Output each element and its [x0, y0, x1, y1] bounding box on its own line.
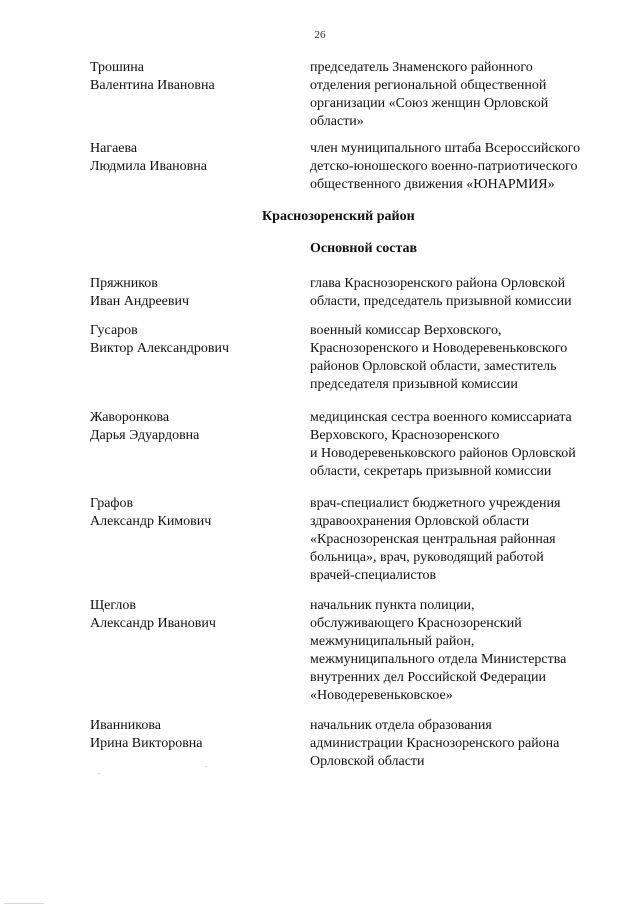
member-role	[310, 275, 610, 311]
member-role	[310, 409, 610, 481]
role-line: районов Орловской области, заместитель	[310, 359, 557, 374]
role-line: и Новодеревеньковского районов Орловской	[310, 446, 576, 461]
member-given-names: Виктор Александрович	[90, 341, 230, 356]
role-line: детско-юношеского военно-патриотического	[310, 159, 578, 174]
section-heading: Основной состав	[310, 241, 418, 256]
member-role	[310, 59, 610, 131]
member-given-names: Валентина Ивановна	[90, 78, 215, 93]
role-line: межмуниципального отдела Министерства	[310, 652, 567, 667]
role-line: внутренних дел Российской Федерации	[310, 670, 547, 685]
member-surname: Жаворонкова	[90, 410, 170, 425]
role-line: Верховского, Краснозоренского	[310, 428, 500, 443]
role-line: медицинская сестра военного комиссариата	[310, 410, 572, 425]
member-surname: Графов	[90, 496, 134, 511]
member-given-names: Александр Кимович	[90, 514, 212, 529]
member-given-names: Ирина Викторовна	[90, 736, 203, 751]
role-line: глава Краснозоренского района Орловской	[310, 276, 566, 291]
scan-edge-mark	[4, 903, 44, 904]
role-line: военный комиссар Верховского,	[310, 323, 502, 338]
role-line: врачей-специалистов	[310, 568, 437, 583]
member-surname: Щеглов	[90, 598, 136, 613]
member-name	[90, 717, 290, 753]
member-role	[310, 597, 610, 705]
role-line: начальник отдела образования	[310, 718, 492, 733]
role-line: администрации Краснозоренского района	[310, 736, 560, 751]
role-line: Краснозоренского и Новодеревеньковского	[310, 341, 568, 356]
role-line: обслуживающего Краснозоренский	[310, 616, 522, 631]
member-given-names: Иван Андреевич	[90, 294, 190, 309]
member-name	[90, 275, 290, 311]
district-heading: Краснозоренский район	[262, 209, 415, 224]
role-line: межмуниципальный район,	[310, 634, 475, 649]
role-line: начальник пункта полиции,	[310, 598, 475, 613]
role-line: председатель Знаменского районного	[310, 60, 533, 75]
member-role	[310, 140, 610, 194]
role-line: области»	[310, 114, 364, 129]
member-name	[90, 140, 290, 176]
member-name	[90, 597, 290, 633]
role-line: больница», врач, руководящий работой	[310, 550, 544, 565]
member-surname: Пряжников	[90, 276, 158, 291]
scan-speck	[98, 773, 100, 774]
member-surname: Гусаров	[90, 323, 138, 338]
role-line: Орловской области	[310, 754, 425, 769]
member-given-names: Людмила Ивановна	[90, 159, 207, 174]
role-line: председателя призывной комиссии	[310, 377, 518, 392]
role-line: «Краснозоренская центральная районная	[310, 532, 556, 547]
role-line: «Новодеревеньковское»	[310, 688, 453, 703]
scan-speck	[205, 766, 207, 767]
member-surname: Трошина	[90, 60, 144, 75]
member-role	[310, 322, 610, 394]
member-role	[310, 495, 610, 585]
member-role	[310, 717, 610, 771]
member-name	[90, 495, 290, 531]
role-line: отделения региональной общественной	[310, 78, 547, 93]
member-name	[90, 59, 290, 95]
role-line: области, секретарь призывной комиссии	[310, 464, 552, 479]
member-given-names: Александр Иванович	[90, 616, 216, 631]
member-given-names: Дарья Эдуардовна	[90, 428, 200, 443]
page-number: 26	[314, 29, 326, 41]
role-line: здравоохранения Орловской области	[310, 514, 530, 529]
role-line: общественного движения «ЮНАРМИЯ»	[310, 177, 555, 192]
member-surname: Иванникова	[90, 718, 161, 733]
role-line: области, председатель призывной комиссии	[310, 294, 572, 309]
member-name	[90, 322, 290, 358]
role-line: организации «Союз женщин Орловской	[310, 96, 549, 111]
member-surname: Нагаева	[90, 141, 138, 156]
member-name	[90, 409, 290, 445]
role-line: врач-специалист бюджетного учреждения	[310, 496, 561, 511]
role-line: член муниципального штаба Всероссийского	[310, 141, 581, 156]
